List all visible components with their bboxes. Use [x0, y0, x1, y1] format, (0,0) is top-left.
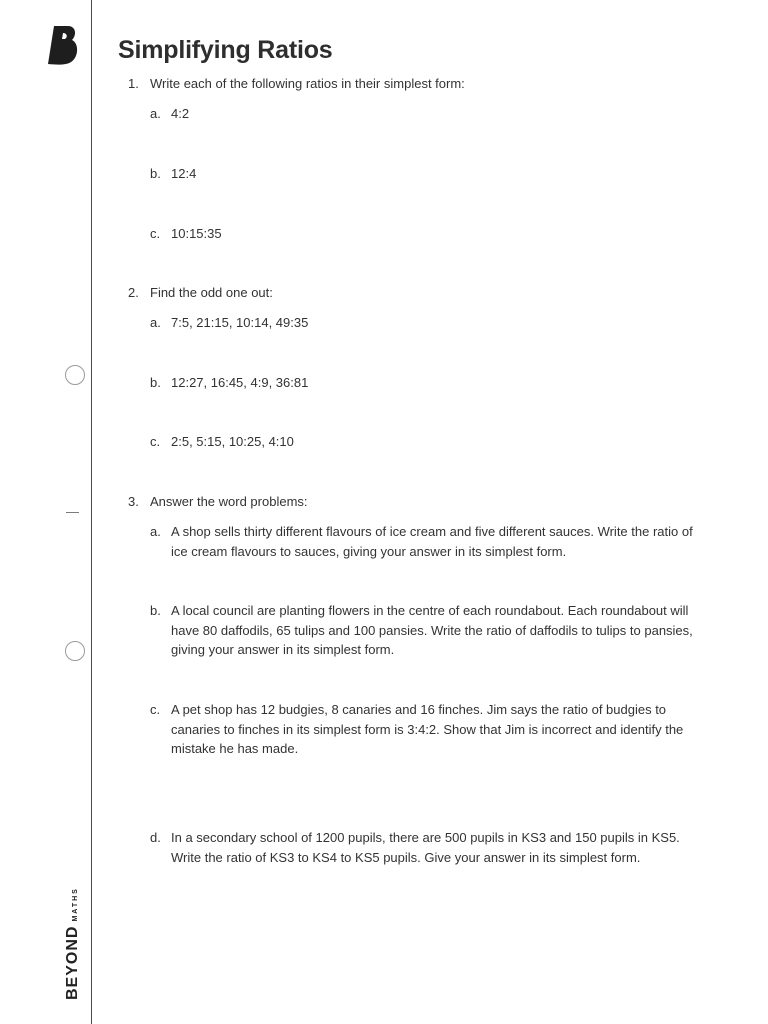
part-letter: c. — [150, 702, 161, 717]
question-part — [150, 313, 710, 333]
part-text: A pet shop has 12 budgies, 8 canaries and 16 finches. Jim says the ratio of budgies to canaries to finches in its simplest form is 3:4:2. Show that Jim is incorrect and identify the mistake he has made. — [171, 702, 684, 756]
question-2 — [128, 283, 273, 303]
part-letter: a. — [150, 106, 161, 121]
part-letter: b. — [150, 603, 161, 618]
question-part — [150, 373, 710, 393]
question-number: 2. — [128, 285, 139, 300]
brand-name: BEYOND — [64, 925, 81, 1000]
question-text: Find the odd one out: — [150, 285, 273, 300]
brand-wordmark — [64, 887, 82, 1000]
question-text: Answer the word problems: — [150, 494, 308, 509]
page-title: Simplifying Ratios — [118, 36, 333, 64]
brand-sub: MATHS — [72, 887, 79, 922]
part-letter: c. — [150, 434, 161, 449]
question-text: Write each of the following ratios in their simplest form: — [150, 76, 465, 91]
part-letter: a. — [150, 315, 161, 330]
part-text: 2:5, 5:15, 10:25, 4:10 — [171, 434, 294, 449]
beyond-logo-icon — [46, 24, 80, 66]
question-part — [150, 700, 710, 759]
part-text: 7:5, 21:15, 10:14, 49:35 — [171, 315, 309, 330]
part-text: A local council are planting flowers in the centre of each roundabout. Each roundabout will have 80 daffodils, 65 tulips and 100 pansies. Write the ratio of daffodils to tulips to pansies, giving your answer in its simplest form. — [171, 603, 693, 657]
question-part — [150, 432, 710, 452]
punch-hole — [65, 641, 85, 661]
question-part — [150, 828, 710, 867]
part-text: 12:27, 16:45, 4:9, 36:81 — [171, 375, 309, 390]
part-text: 4:2 — [171, 106, 190, 121]
punch-hole — [65, 365, 85, 385]
question-part — [150, 522, 710, 561]
part-text: 10:15:35 — [171, 226, 222, 241]
part-text: In a secondary school of 1200 pupils, there are 500 pupils in KS3 and 150 pupils in KS5. Write the ratio of KS3 to KS4 to KS5 pupils. Give your answer in its simplest form. — [171, 830, 680, 865]
part-letter: d. — [150, 830, 161, 845]
part-letter: a. — [150, 524, 161, 539]
question-part — [150, 164, 710, 184]
question-part — [150, 104, 710, 124]
question-number: 3. — [128, 494, 139, 509]
part-text: A shop sells thirty different flavours of ice cream and five different sauces. Write the ratio of ice cream flavours to sauces, giving your answer in its simplest form. — [171, 524, 693, 559]
question-number: 1. — [128, 76, 139, 91]
part-letter: b. — [150, 166, 161, 181]
question-3 — [128, 492, 308, 512]
question-part — [150, 224, 710, 244]
part-letter: b. — [150, 375, 161, 390]
part-letter: c. — [150, 226, 161, 241]
margin-rule — [91, 0, 92, 1024]
question-part — [150, 601, 710, 660]
fold-mark — [66, 512, 79, 513]
question-1 — [128, 74, 465, 94]
part-text: 12:4 — [171, 166, 197, 181]
